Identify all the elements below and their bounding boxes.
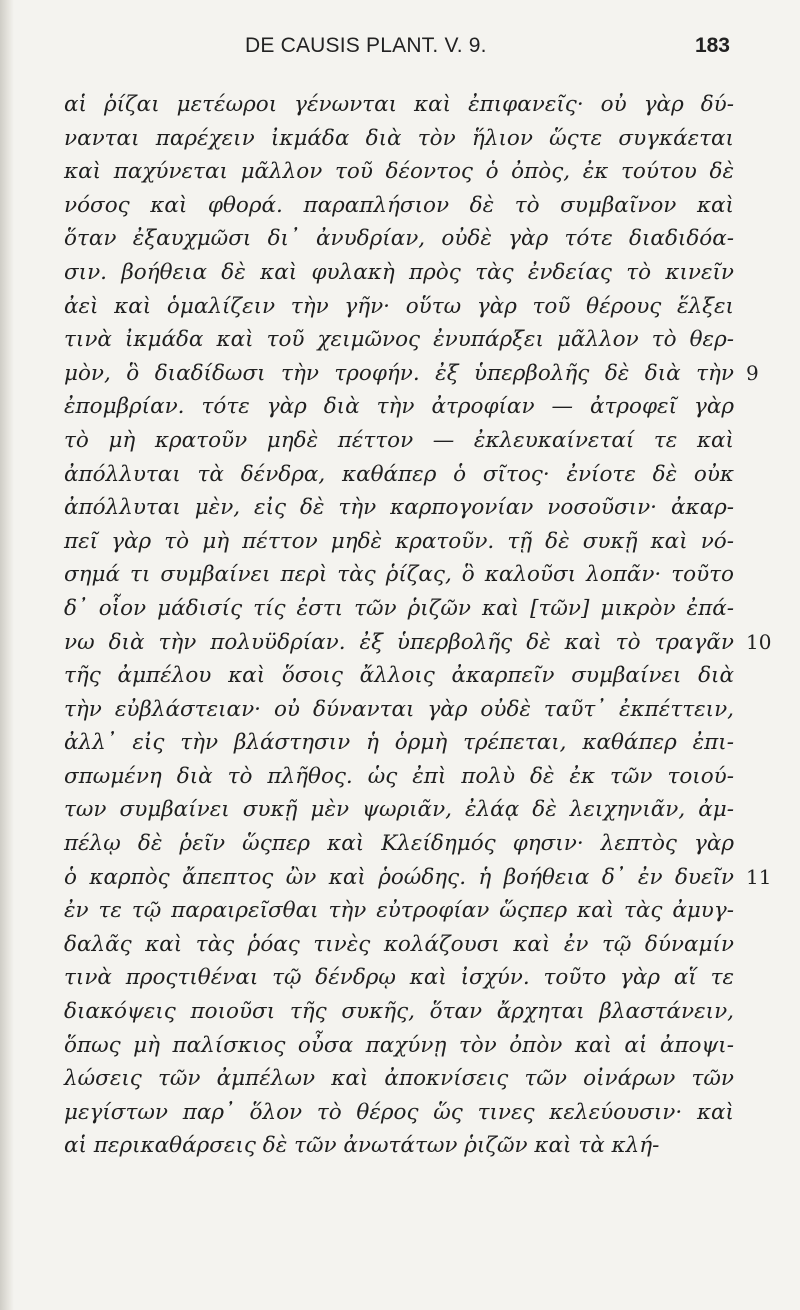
text-line: μεγίστων παρ᾽ ὅλον τὸ θέρος ὥς τινες κελεύουσιν· καὶ — [64, 1099, 734, 1125]
text-line: σιν. βοήθεια δὲ καὶ φυλακὴ πρὸς τὰς ἐνδείας τὸ κινεῖν — [64, 259, 734, 285]
section-number: 9 — [746, 360, 759, 385]
page-header — [0, 34, 800, 64]
text-line: καὶ παχύνεται μᾶλλον τοῦ δέοντος ὁ ὀπὸς, ἐκ τούτου δὲ — [64, 159, 734, 185]
text-line: διακόψεις ποιοῦσι τῆς συκῆς, ὅταν ἄρχηται βλαστάνειν, — [64, 999, 734, 1025]
text-line: των συμβαίνει συκῇ μὲν ψωριᾶν, ἐλάᾳ δὲ λειχηνιᾶν, ἀμ- — [64, 797, 734, 823]
text-line: τὴν εὐβλάστειαν· οὐ δύνανται γὰρ οὐδὲ ταῦτ᾽ ἐκπέττειν, — [64, 696, 734, 722]
text-line: ὁ καρπὸς ἄπεπτος ὢν καὶ ῥοώδης. ἡ βοήθεια δ᾽ ἐν δυεῖν 11 — [64, 861, 734, 895]
text-line: δ᾽ οἷον μάδισίς τίς ἐστι τῶν ῥιζῶν καὶ [τῶν] μικρὸν ἐπά- — [64, 595, 734, 621]
text-line: νόσος καὶ φθορά. παραπλήσιον δὲ τὸ συμβαῖνον καὶ — [64, 192, 734, 218]
text-line: μὸν, ὃ διαδίδωσι τὴν τροφήν. ἐξ ὑπερβολῆς δὲ διὰ τὴν 9 — [64, 357, 734, 391]
body-text — [64, 88, 772, 1163]
text-line: νω διὰ τὴν πολυϋδρίαν. ἐξ ὑπερβολῆς δὲ καὶ τὸ τραγᾶν 10 — [64, 626, 734, 660]
text-line: σπωμένη διὰ τὸ πλῆθος. ὡς ἐπὶ πολὺ δὲ ἐκ τῶν τοιού- — [64, 763, 734, 789]
text-line: ἀεὶ καὶ ὁμαλίζειν τὴν γῆν· οὕτω γὰρ τοῦ θέρους ἕλξει — [64, 293, 734, 319]
text-line: ὅταν ἐξαυχμῶσι δι᾽ ἀνυδρίαν, οὐδὲ γὰρ τότε διαδιδόα- — [64, 226, 734, 252]
section-number: 10 — [746, 629, 772, 654]
text-line: αἱ ῥίζαι μετέωροι γένωνται καὶ ἐπιφανεῖς· οὐ γὰρ δύ- — [64, 92, 734, 117]
text-line: δαλᾶς καὶ τὰς ῥόας τινὲς κολάζουσι καὶ ἐν τῷ δύναμίν — [64, 931, 734, 957]
text-line: ἀλλ᾽ εἰς τὴν βλάστησιν ἡ ὁρμὴ τρέπεται, καθάπερ ἐπι- — [64, 730, 734, 756]
text-line: τινὰ προςτιθέναι τῷ δένδρῳ καὶ ἰσχύν. τοῦτο γὰρ αἵ τε — [64, 965, 734, 991]
text-line: ἐπομβρίαν. τότε γὰρ διὰ τὴν ἀτροφίαν — ἀτροφεῖ γὰρ — [64, 394, 734, 420]
text-line: τὸ μὴ κρατοῦν μηδὲ πέττον — ἐκλευκαίνεταί τε καὶ — [64, 427, 734, 453]
text-line: ὅπως μὴ παλίσκιος οὖσα παχύνῃ τὸν ὀπὸν καὶ αἱ ἀποψι- — [64, 1032, 734, 1058]
page-number: 183 — [694, 34, 730, 57]
text-line: ἀπόλλυται τὰ δένδρα, καθάπερ ὁ σῖτος· ἐνίοτε δὲ οὐκ — [64, 461, 734, 487]
text-line: τινὰ ἰκμάδα καὶ τοῦ χειμῶνος ἐνυπάρξει μᾶλλον τὸ θερ- — [64, 327, 734, 353]
text-line: αἱ περικαθάρσεις δὲ τῶν ἀνωτάτων ῥιζῶν καὶ τὰ κλή- — [64, 1133, 660, 1159]
text-line: ἐν τε τῷ παραιρεῖσθαι τὴν εὐτροφίαν ὥςπερ καὶ τὰς ἀμυγ- — [64, 898, 734, 924]
text-line: πεῖ γὰρ τὸ μὴ πέττον μηδὲ κρατοῦν. τῇ δὲ συκῇ καὶ νό- — [64, 528, 734, 554]
text-line: λώσεις τῶν ἀμπέλων καὶ ἀποκνίσεις τῶν οἰνάρων τῶν — [64, 1066, 734, 1092]
book-spine-shadow — [0, 0, 14, 1310]
text-line: σημά τι συμβαίνει περὶ τὰς ῥίζας, ὃ καλοῦσι λοπᾶν· τοῦτο — [64, 562, 734, 588]
text-line: νανται παρέχειν ἰκμάδα διὰ τὸν ἥλιον ὥςτε συγκάεται — [64, 125, 734, 151]
text-line: πέλῳ δὲ ῥεῖν ὥςπερ καὶ Κλείδημός φησιν· λεπτὸς γὰρ — [64, 831, 734, 857]
section-number: 11 — [746, 864, 772, 889]
text-line: ἀπόλλυται μὲν, εἰς δὲ τὴν καρπογονίαν νοσοῦσιν· ἀκαρ- — [64, 495, 734, 521]
text-line: τῆς ἀμπέλου καὶ ὅσοις ἄλλοις ἀκαρπεῖν συμβαίνει διὰ — [64, 663, 734, 689]
running-title: DE CAUSIS PLANT. V. 9. — [245, 34, 487, 57]
